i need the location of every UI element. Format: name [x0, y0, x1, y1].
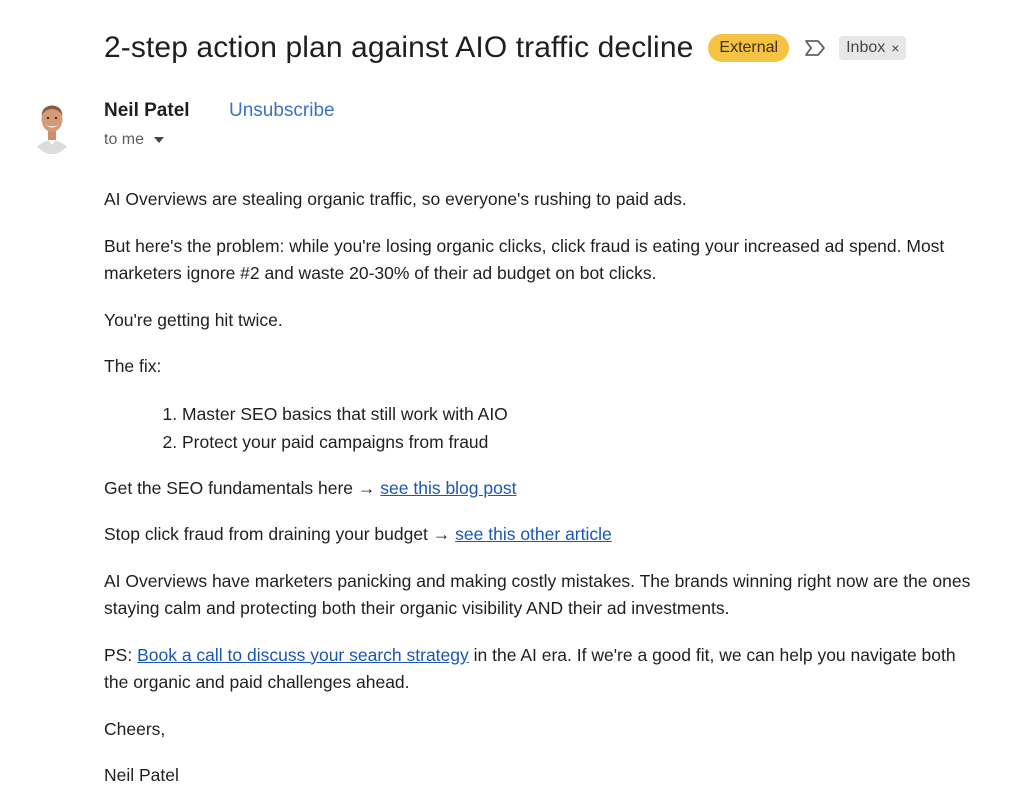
label-icon[interactable] — [803, 36, 827, 60]
list-item: 2. Protect your paid campaigns from fraud — [182, 428, 984, 456]
inbox-label: Inbox — [846, 39, 886, 56]
inbox-label-chip — [839, 36, 906, 60]
book-call-link[interactable]: Book a call to discuss your search strategy — [137, 644, 469, 665]
remove-label-icon[interactable]: × — [891, 40, 900, 56]
body-paragraph: You're getting hit twice. — [104, 309, 283, 330]
body-paragraph: AI Overviews have marketers panicking and making costly mistakes. The brands winning right now are the ones staying calm and protecting both their organic visibility AND their ad investments. — [104, 570, 971, 618]
recipient-label: to me — [104, 131, 145, 148]
list-item: 1. Master SEO basics that still work with AIO — [182, 400, 984, 428]
fix-list — [104, 400, 984, 456]
other-article-link[interactable]: see this other article — [455, 524, 612, 544]
body-paragraph: The fix: — [104, 356, 162, 376]
ps-prefix: PS: — [104, 644, 138, 665]
external-badge: External — [708, 34, 789, 62]
unsubscribe-link[interactable]: Unsubscribe — [229, 100, 335, 121]
fraud-paragraph — [104, 521, 984, 549]
fraud-text: Stop click fraud from draining your budget → — [104, 524, 456, 544]
caret-down-icon[interactable] — [154, 137, 164, 143]
body-paragraph: AI Overviews are stealing organic traffic, so everyone's rushing to paid ads. — [104, 189, 687, 209]
seo-paragraph — [104, 475, 984, 503]
seo-text: Get the SEO fundamentals here → — [104, 477, 381, 498]
sender-name: Neil Patel — [104, 100, 190, 121]
avatar[interactable] — [30, 98, 74, 154]
signoff: Cheers, — [104, 718, 166, 739]
subject-row — [104, 28, 906, 68]
ps-suffix: in the AI era. If we're a good fit, we can help you navigate both the organic and paid challenges ahead. — [104, 644, 956, 692]
body-paragraph: But here's the problem: while you're losing organic clicks, click fraud is eating your increased ad spend. Most marketers ignore #2 and waste 20-30% of their ad budget on bot clicks. — [104, 235, 945, 283]
ps-paragraph — [104, 642, 984, 697]
blog-post-link[interactable]: see this blog post — [380, 477, 517, 498]
email-subject: 2-step action plan against AIO traffic decline — [104, 31, 694, 64]
recipient-line — [104, 130, 164, 150]
email-body — [104, 186, 984, 809]
signature: Neil Patel — [104, 765, 179, 785]
